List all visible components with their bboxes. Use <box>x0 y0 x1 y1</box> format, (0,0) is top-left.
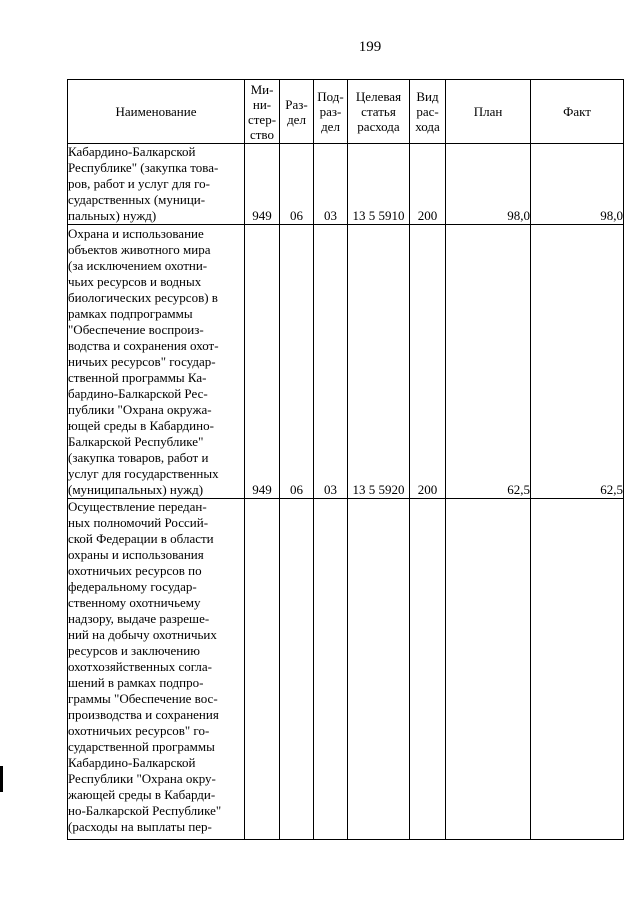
row-ministry: 949 <box>245 144 280 225</box>
page-number: 199 <box>358 39 382 55</box>
row-name: Кабардино-Балкарской Республике" (закупка това- ров, работ и услуг для го- сударственных (муници- пальных) нужд) <box>68 144 245 225</box>
table-row <box>68 144 624 225</box>
row-fact: 62,5 <box>531 225 624 499</box>
table-header-row <box>68 80 624 144</box>
budget-table <box>67 79 624 840</box>
header-section: Раз- дел <box>280 80 314 144</box>
row-name: Осуществление передан- ных полномочий Россий- ской Федерации в области охраны и использования охотничьих ресурсов по федеральному государ- ственному охотничьему надзору, выдаче разреше- ний на добычу охотничьих ресурсов и заключению охотхозяйственных согла- шений в рамках подпро- граммы "Обеспечение вос- производства и сохранения охотничьих ресурсов" го- сударственной программы Кабардино-Балкарской Республики "Охрана окру- жающей среды в Кабарди- но-Балкарской Республике" (расходы на выплаты пер- <box>68 499 245 840</box>
header-fact: Факт <box>531 80 624 144</box>
table-row <box>68 499 624 840</box>
header-plan: План <box>446 80 531 144</box>
table-row <box>68 225 624 499</box>
header-target: Целевая статья расхода <box>348 80 410 144</box>
row-target: 13 5 5910 <box>348 144 410 225</box>
row-subsection: 03 <box>314 144 348 225</box>
row-plan: 98,0 <box>446 144 531 225</box>
row-section: 06 <box>280 144 314 225</box>
header-expense-type: Вид рас- хода <box>410 80 446 144</box>
row-subsection <box>314 499 348 840</box>
row-plan: 62,5 <box>446 225 531 499</box>
row-ministry <box>245 499 280 840</box>
row-subsection: 03 <box>314 225 348 499</box>
row-expense-type <box>410 499 446 840</box>
row-expense-type: 200 <box>410 144 446 225</box>
row-plan <box>446 499 531 840</box>
row-target <box>348 499 410 840</box>
header-ministry: Ми- ни- стер- ство <box>245 80 280 144</box>
row-name: Охрана и использование объектов животного мира (за исключением охотни- чьих ресурсов и водных биологических ресурсов) в рамках подпрограммы "Обеспечение воспроиз- водства и сохранения охот- ничьих ресурсов" государ- ственной программы Ка- бардино-Балкарской Рес- публики "Охрана окружа- ющей среды в Кабардино- Балкарской Республике" (закупка товаров, работ и услуг для государственных (муниципальных) нужд) <box>68 225 245 499</box>
row-section <box>280 499 314 840</box>
row-section: 06 <box>280 225 314 499</box>
row-fact <box>531 499 624 840</box>
row-ministry: 949 <box>245 225 280 499</box>
row-expense-type: 200 <box>410 225 446 499</box>
header-subsection: Под- раз- дел <box>314 80 348 144</box>
margin-mark <box>0 766 3 792</box>
header-name: Наименование <box>68 80 245 144</box>
row-fact: 98,0 <box>531 144 624 225</box>
row-target: 13 5 5920 <box>348 225 410 499</box>
